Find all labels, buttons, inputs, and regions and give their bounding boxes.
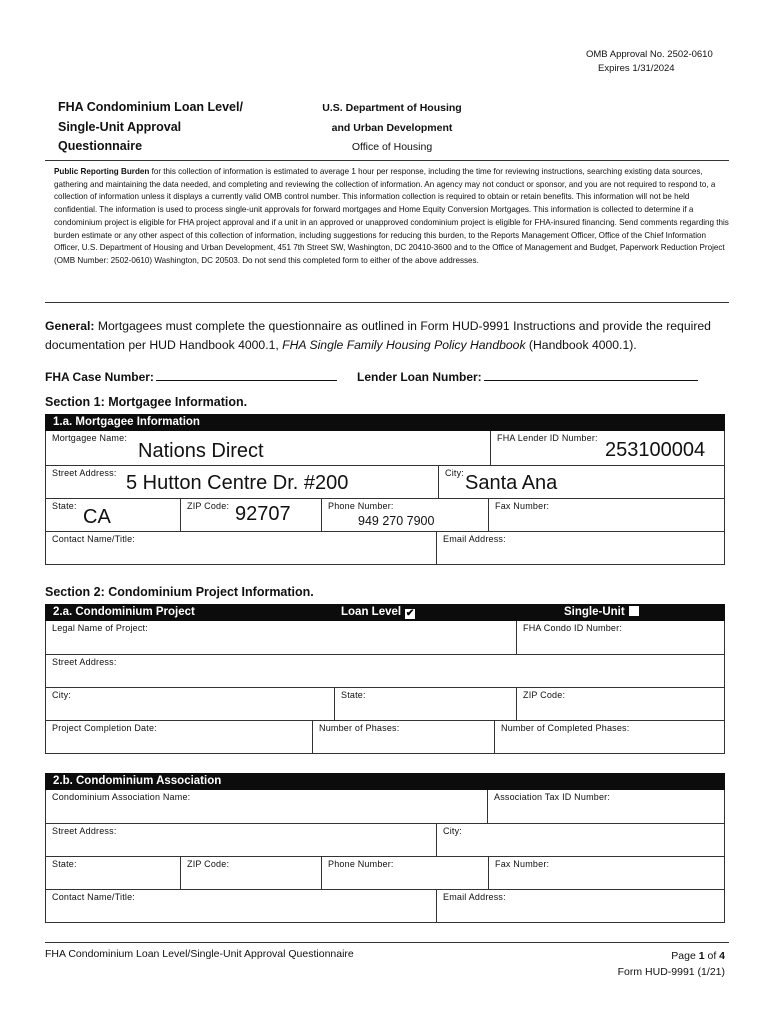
fha-case-number-field[interactable] xyxy=(156,369,337,381)
project-grid xyxy=(45,621,725,754)
omb-expires: Expires 1/31/2024 xyxy=(598,63,675,74)
lender-id-field[interactable]: FHA Lender ID Number: 253100004 xyxy=(490,431,725,465)
assoc-state-field[interactable]: State: xyxy=(52,859,77,869)
assoc-email-field[interactable]: Email Address: xyxy=(436,890,725,922)
street-address-field[interactable]: Street Address: 5 Hutton Centre Dr. #200 xyxy=(52,468,349,494)
project-city-field[interactable]: City: xyxy=(52,690,71,700)
single-unit-option: Single-Unit xyxy=(564,604,639,621)
loan-level-option: Loan Level ✔ xyxy=(341,606,415,619)
section2b-bar: 2.b. Condominium Association xyxy=(45,773,725,790)
mortgagee-grid xyxy=(45,431,725,565)
assoc-zip-field[interactable]: ZIP Code: xyxy=(180,857,321,889)
section1a-bar: 1.a. Mortgagee Information xyxy=(45,414,725,431)
loan-level-checkbox[interactable]: ✔ xyxy=(405,608,415,619)
page-number: Page 1 of 4 xyxy=(671,950,725,962)
email-field[interactable]: Email Address: xyxy=(436,532,725,564)
completion-date-field[interactable]: Project Completion Date: xyxy=(52,723,157,733)
omb-approval: OMB Approval No. 2502-0610 xyxy=(586,49,713,60)
assoc-contact-field[interactable]: Contact Name/Title: xyxy=(52,892,135,902)
single-unit-checkbox[interactable] xyxy=(629,606,639,616)
phone-field[interactable]: Phone Number: 949 270 7900 xyxy=(321,499,488,531)
zip-value: 92707 xyxy=(235,503,291,525)
assoc-phone-field[interactable]: Phone Number: xyxy=(321,857,488,889)
phases-field[interactable]: Number of Phases: xyxy=(312,721,494,753)
agency-block: U.S. Department of Housing and Urban Development Office of Housing xyxy=(322,102,462,153)
zip-field[interactable]: ZIP Code: 92707 xyxy=(180,499,321,531)
section1-heading: Section 1: Mortgagee Information. xyxy=(45,395,248,409)
project-zip-field[interactable]: ZIP Code: xyxy=(516,688,725,720)
reporting-burden: Public Reporting Burden for this collection of information is estimated to average 1 hour per response, including the time for reviewing instructions, searching existing data sources, gathering and maintaining the data needed, and completing and reviewing the collection of information. An agency may not conduct or sponsor, and you are not required to respond to, a collection of information unless it displays a currently valid OMB control number. This information collection is required to obtain or retain benefits. This information will not be held confidential. The information is used to process single-unit approvals for forward mortgages and Home Equity Conversion Mortgages. This information is collected to determine if a condominium project is eligible for FHA project approval and if a unit in an approved or unapproved condominium project is eligible for FHA-insured financing. Send comments regarding this burden estimate or any other aspect of this collection of information, including suggestions for reducing this burden, to the Reports Management Officer, Office of the Chief Information Officer, U.S. Department of Housing and Urban Development, 451 7th Street SW, Washington, DC 20410-3600 and to the Office of Management and Budget, Paperwork Reduction Project (OMB Number: 2502-0610) Washington, DC 20503. Do not send this completed form to either of the above addresses. xyxy=(54,167,729,265)
section2a-bar: 2.a. Condominium Project Loan Level ✔ Single-Unit xyxy=(45,604,725,621)
legal-name-field[interactable]: Legal Name of Project: xyxy=(52,623,148,633)
assoc-city-field[interactable]: City: xyxy=(436,824,725,856)
form-number: Form HUD-9991 (1/21) xyxy=(617,966,725,978)
street-address-value: 5 Hutton Centre Dr. #200 xyxy=(126,472,349,494)
general-instructions: General: Mortgagees must complete the questionnaire as outlined in Form HUD-9991 Instructions and provide the required documentation per HUD Handbook 4000.1, FHA Single Family Housing Policy Handbook (Handbook 4000.1). xyxy=(45,319,711,352)
completed-phases-field[interactable]: Number of Completed Phases: xyxy=(494,721,725,753)
assoc-fax-field[interactable]: Fax Number: xyxy=(488,857,725,889)
divider-top xyxy=(45,160,729,161)
footer-divider xyxy=(45,942,729,943)
section2-heading: Section 2: Condominium Project Information. xyxy=(45,585,314,599)
project-street-field[interactable]: Street Address: xyxy=(52,657,117,667)
tax-id-field[interactable]: Association Tax ID Number: xyxy=(487,790,725,823)
fha-case-number: FHA Case Number: xyxy=(45,369,337,384)
lender-loan-number-field[interactable] xyxy=(484,369,698,381)
fax-field[interactable]: Fax Number: xyxy=(488,499,725,531)
mortgagee-name-value: Nations Direct xyxy=(138,440,264,462)
lender-id-value: 253100004 xyxy=(605,439,706,461)
condo-id-field[interactable]: FHA Condo ID Number: xyxy=(516,621,725,654)
lender-loan-number: Lender Loan Number: xyxy=(357,369,698,384)
project-state-field[interactable]: State: xyxy=(334,688,516,720)
omb-block xyxy=(586,48,713,76)
footer-page-info xyxy=(560,948,725,980)
mortgagee-name-field[interactable]: Mortgagee Name: Nations Direct xyxy=(52,433,264,462)
association-grid xyxy=(45,790,725,923)
state-field[interactable]: State: CA xyxy=(52,501,111,528)
city-field[interactable]: City: Santa Ana xyxy=(438,466,725,498)
assoc-name-field[interactable]: Condominium Association Name: xyxy=(52,792,191,802)
city-value: Santa Ana xyxy=(465,472,558,494)
form-title: FHA Condominium Loan Level/ Single-Unit Approval Questionnaire xyxy=(58,100,243,153)
phone-value: 949 270 7900 xyxy=(358,514,435,528)
footer-title: FHA Condominium Loan Level/Single-Unit Approval Questionnaire xyxy=(45,948,354,960)
divider-bottom xyxy=(45,302,729,303)
state-value: CA xyxy=(83,506,111,528)
contact-field[interactable]: Contact Name/Title: xyxy=(52,534,135,544)
assoc-street-field[interactable]: Street Address: xyxy=(52,826,117,836)
